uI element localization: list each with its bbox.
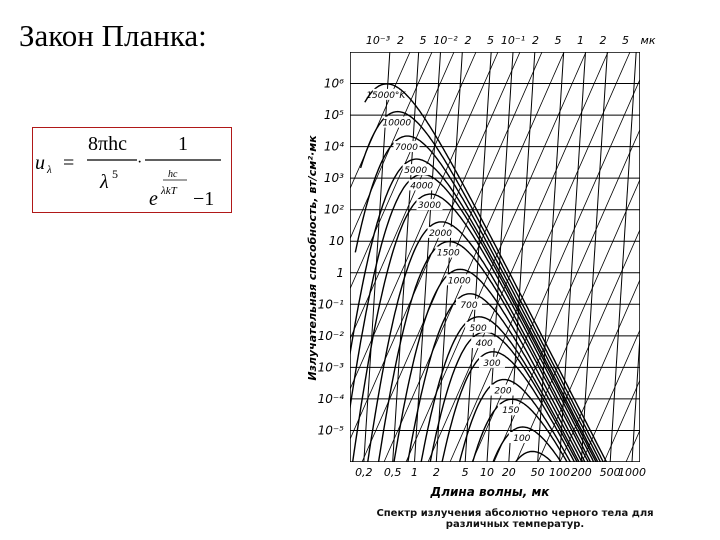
y-tick-label: 10⁻³ [317, 360, 344, 375]
top-tick-label: 5 [622, 34, 629, 47]
chart-caption [355, 508, 675, 530]
top-tick-label: 10⁻¹ [500, 34, 526, 47]
top-tick-label: 1 [577, 34, 584, 47]
series-label-15000: 15000°K [366, 90, 406, 101]
grid-line-wavelength [538, 52, 564, 462]
series-label-4000: 4000 [410, 181, 434, 192]
y-tick-label: 10 [328, 234, 344, 249]
formula-minus-one: −1 [193, 188, 215, 210]
grid-line-diagonal [626, 52, 720, 462]
y-axis-label: Излучательная способность, вт/см²·мк [306, 135, 319, 381]
top-tick-label: 10⁻² [433, 34, 458, 47]
series-label-3000: 3000 [418, 201, 441, 212]
series-label-400: 400 [475, 339, 493, 350]
grid-line-diagonal [670, 52, 720, 462]
top-tick-label: 2 [599, 34, 607, 47]
formula-numerator-1: 8πhc [88, 133, 127, 155]
x-tick-label: 500 [599, 466, 621, 479]
y-tick-label: 10⁻² [317, 328, 344, 343]
caption-line-2: различных температур. [445, 519, 585, 530]
series-label-7000: 7000 [395, 143, 418, 154]
series-label-700: 700 [460, 300, 478, 311]
top-tick-label: 5 [419, 34, 427, 47]
y-tick-label: 10⁻⁵ [317, 423, 344, 438]
y-tick-label: 10⁻¹ [317, 297, 344, 312]
formula-lambda-exp: 5 [112, 167, 118, 181]
y-tick-label: 10⁶ [323, 76, 344, 91]
formula-numerator-2: 1 [178, 133, 188, 155]
x-tick-label: 5 [461, 466, 469, 479]
top-tick-label: 10⁻³ [365, 34, 391, 47]
caption-line-1: Спектр излучения абсолютно черного тела для [376, 508, 654, 519]
grid-line-wavelength [465, 52, 491, 462]
x-tick-label: 20 [501, 466, 516, 479]
y-tick-label: 1 [336, 265, 344, 280]
grid-line-diagonal [648, 52, 720, 462]
top-tick-label: мк [640, 34, 656, 47]
series-label-150: 150 [502, 406, 520, 417]
top-tick-label: 2 [532, 34, 539, 47]
grid-line-diagonal [692, 52, 720, 462]
x-tick-label: 0,5 [383, 466, 402, 479]
series-label-200: 200 [494, 386, 512, 397]
slide-title: Закон Планка: [19, 18, 207, 53]
series-label-10000: 10000 [382, 118, 412, 129]
x-tick-label: 100 [549, 466, 570, 479]
series-label-2000: 2000 [429, 228, 452, 239]
series-label-5000: 5000 [404, 166, 428, 177]
y-tick-label: 10⁴ [323, 139, 344, 154]
x-axis-label: Длина волны, мк [430, 485, 550, 499]
top-tick-label: 2 [397, 34, 404, 47]
x-tick-label: 200 [570, 466, 592, 479]
grid-line-diagonal [714, 52, 720, 462]
x-tick-label: 1 [411, 466, 418, 479]
formula-dot: · [137, 154, 143, 171]
formula-exp-denominator: λkT [161, 185, 177, 197]
grid-line-diagonal [604, 52, 720, 462]
formula-exp-numerator: hc [168, 169, 178, 180]
y-tick-label: 10⁻⁴ [317, 391, 344, 406]
x-tick-label: 10 [480, 466, 494, 479]
series-label-100: 100 [513, 434, 531, 445]
series-label-300: 300 [483, 358, 501, 369]
x-tick-label: 50 [530, 466, 545, 479]
grid-line-diagonal [340, 52, 520, 462]
top-tick-label: 5 [487, 34, 494, 47]
formula-lhs-sub: λ [47, 164, 52, 176]
y-tick-label: 10⁵ [323, 108, 344, 123]
formula-e: e [149, 188, 158, 210]
series-label-1000: 1000 [447, 276, 471, 287]
formula-lhs: u [35, 152, 45, 174]
grid-line-wavelength [632, 52, 658, 462]
series-label-1500: 1500 [436, 248, 460, 259]
grid-line-diagonal [318, 52, 501, 462]
y-tick-label: 10³ [323, 171, 344, 186]
top-tick-label: 2 [464, 34, 472, 47]
grid-line-wavelength [509, 52, 535, 462]
top-tick-label: 5 [554, 34, 562, 47]
formula-equals: = [63, 152, 75, 174]
x-tick-label: 2 [432, 466, 440, 479]
y-tick-label: 10² [323, 202, 344, 217]
x-tick-label: 0,2 [355, 466, 373, 479]
chart-grid [230, 52, 720, 462]
x-tick-label: 1000 [618, 466, 646, 479]
grid-line-diagonal [494, 52, 674, 462]
formula-lambda: λ [100, 171, 109, 193]
grid-line-wavelength [610, 52, 636, 462]
series-label-500: 500 [469, 323, 487, 334]
